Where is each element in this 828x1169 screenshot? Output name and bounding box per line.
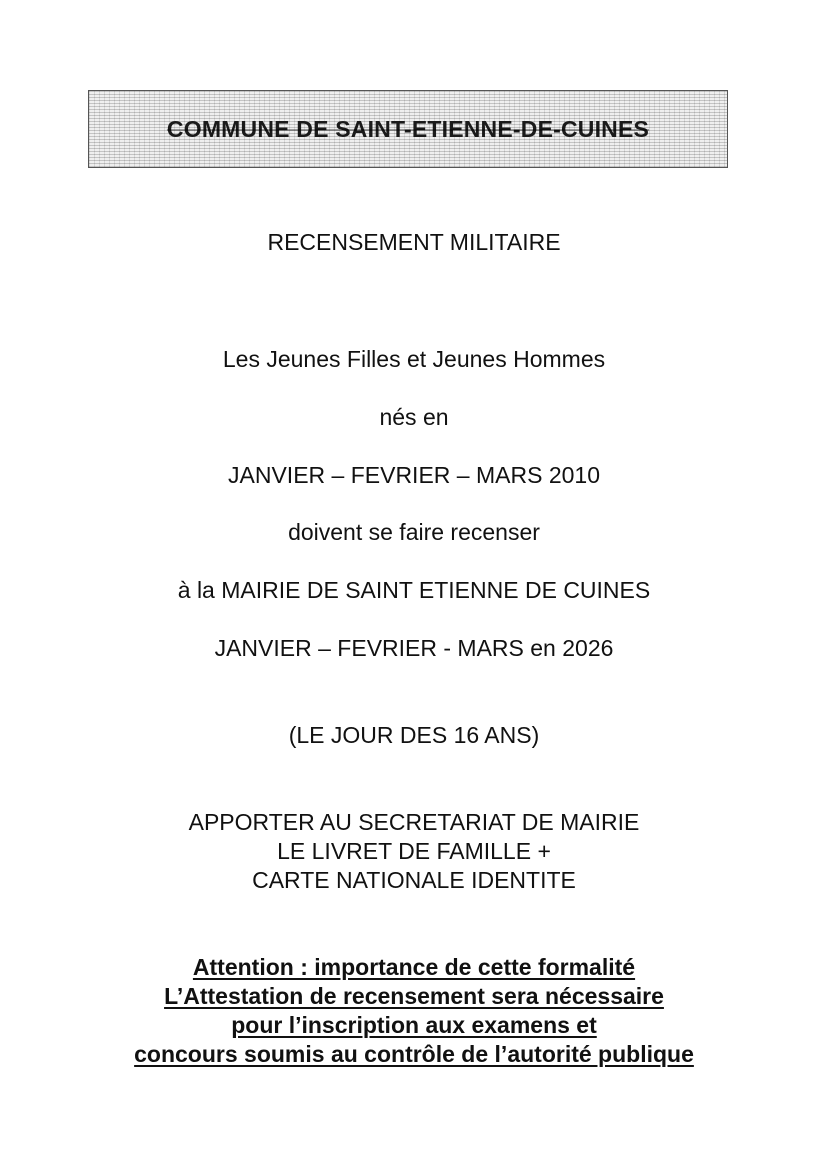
notice-heading: RECENSEMENT MILITAIRE	[267, 229, 561, 255]
header-banner	[88, 90, 728, 168]
attention-line: concours soumis au contrôle de l’autorité publique	[134, 1041, 694, 1067]
documents-line: LE LIVRET DE FAMILLE +	[277, 838, 551, 864]
birth-period-text: JANVIER – FEVRIER – MARS 2010	[228, 462, 600, 488]
location-text: à la MAIRIE DE SAINT ETIENNE DE CUINES	[177, 577, 651, 603]
documents-line: CARTE NATIONALE IDENTITE	[252, 867, 576, 893]
commune-title: COMMUNE DE SAINT-ETIENNE-DE-CUINES	[166, 115, 650, 142]
attention-line: pour l’inscription aux examens et	[231, 1012, 597, 1038]
must-register-text: doivent se faire recenser	[288, 519, 540, 545]
born-in-text: nés en	[379, 404, 449, 430]
documents-line: APPORTER AU SECRETARIAT DE MAIRIE	[188, 809, 640, 835]
register-period-text: JANVIER – FEVRIER - MARS en 2026	[214, 635, 614, 661]
audience-text: Les Jeunes Filles et Jeunes Hommes	[222, 346, 606, 372]
attention-line: Attention : importance de cette formalité	[192, 954, 636, 980]
birthday-note-text: (LE JOUR DES 16 ANS)	[288, 722, 540, 748]
attention-line: L’Attestation de recensement sera nécessaire	[164, 983, 664, 1009]
